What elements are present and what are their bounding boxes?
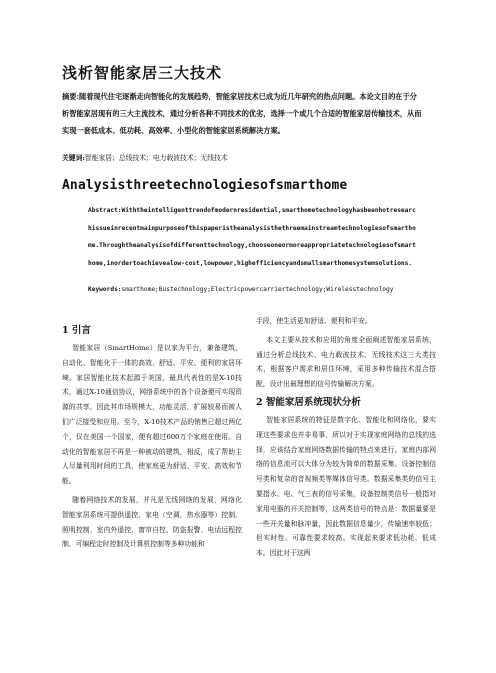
- english-keywords: [88, 282, 418, 297]
- english-title: Analysisthreetechnologiesofsmarthome: [62, 178, 348, 193]
- chinese-abstract: 摘要:随着现代住宅逐渐走向智能化的发展趋势，智能家居技术已成为近几年研究的热点问题。本论文目的在于分析智能家居现有的三大主流技术，通过分析各种不同技术的优劣，选择一个或几个合适的智能家居传输技术，从而实现一套低成本、低功耗、高效率、小型化的智能家居系统解决方案。: [62, 92, 422, 135]
- english-keywords-label: Keywords:: [88, 286, 122, 293]
- section-1-paragraph-1: 智能家居（SmartHome）是以家为平台，兼备建筑、自动化、智能化于一体的高效、舒适、平安、便利的家居环境。家居智能化技术起源于美国，最具代表性的是X-10技术，通过X-10通信协议，网络系统中的各个设备便可实现资源的共享，因此其市场规模大，功能灵活，扩展较易而被人们广泛接受和应用。至今，X-10技术产品的销售已超过两亿个，仅在美国一个国家，便有超过600万个家庭在使用。自动化的智能家居不再是一种被动的建筑，相反，成了帮助主人尽量利用时间的工具，使家庭更为舒适、平安、高效和节能。: [62, 344, 242, 486]
- right-column: [256, 314, 436, 565]
- chinese-keywords-text: 智能家居；总线技术；电力载波技术；无线技术: [84, 154, 228, 162]
- section-2-paragraph-1: 智能家居系统的特征是数字化、智能化和网络化，要实现这些要求也并非易事，所以对于实现家庭网络的总线的选择，应该结合家庭网络数据传输的特点来进行。家庭内部网络的信息流可以大体分为较为简单的数据采集、设备控制信号类和复杂的音视频类等媒体信号类。数据采集类的信号主要指水、电、气三表的信号采集，设备控制类信号一般指对家用电器的开关控制等，这两类信号的特点是：数据量要是一些开关量和脉冲量，因此数据信息量少，传输速率较低；但实时性、可靠性要求较高。实现起来要求低功耗、低成本。因此对于这两: [256, 415, 436, 558]
- section-2-heading: 2 智能家居系统现状分析: [256, 396, 361, 408]
- page-title: 浅析智能家居三大技术: [62, 64, 223, 82]
- section-1-paragraph-2: 随着网络技术的发展，并凡是无线网络的发展，网络化智能家居系统可提供遥控、家电（空调，热水器等）控制、照明控制、室内外遥控、窗帘自控、防盗报警、电话远程控制、可编程定时控制及计算机控制等多种功能和: [62, 495, 242, 549]
- left-column: [62, 322, 242, 556]
- section-1-paragraph-3: 手段，使生活更加舒适、便利和平安。: [256, 317, 372, 325]
- chinese-keywords: [62, 152, 422, 164]
- english-keywords-text: smarthome;Bustechnology;Electricpowercarriertechnology;Wirelesstechnology: [121, 286, 394, 293]
- section-1-heading: 1 引言: [62, 325, 91, 336]
- section-1-paragraph-4: 本文主要从技术和应用的角度全面阐述智能家居系统，通过分析总线技术、电力载波技术、无线技术这三大类技术，根据客户需求和居住环境，采用多种传输技术混合搭配，设计出最理想的信号传输解决方案。: [256, 335, 436, 389]
- chinese-keywords-label: 关键词:: [62, 154, 85, 162]
- english-abstract: Abstract:Withtheintelligenttrendofmodernresidential,smarthometechnologyhasbeenhotresearchissueinrecentmainpurposeofthispaperistheanalysisthethreemainstreamtechnologiesofsmarthome.Throughtheanalysisofdifferenttechnology,chooseoneormoreappropriatetechnologiesofsmarthome,inordertoachievealow-cost,lowpower,highefficiencyandsmallsmarthomesystemsolutions.: [88, 207, 416, 267]
